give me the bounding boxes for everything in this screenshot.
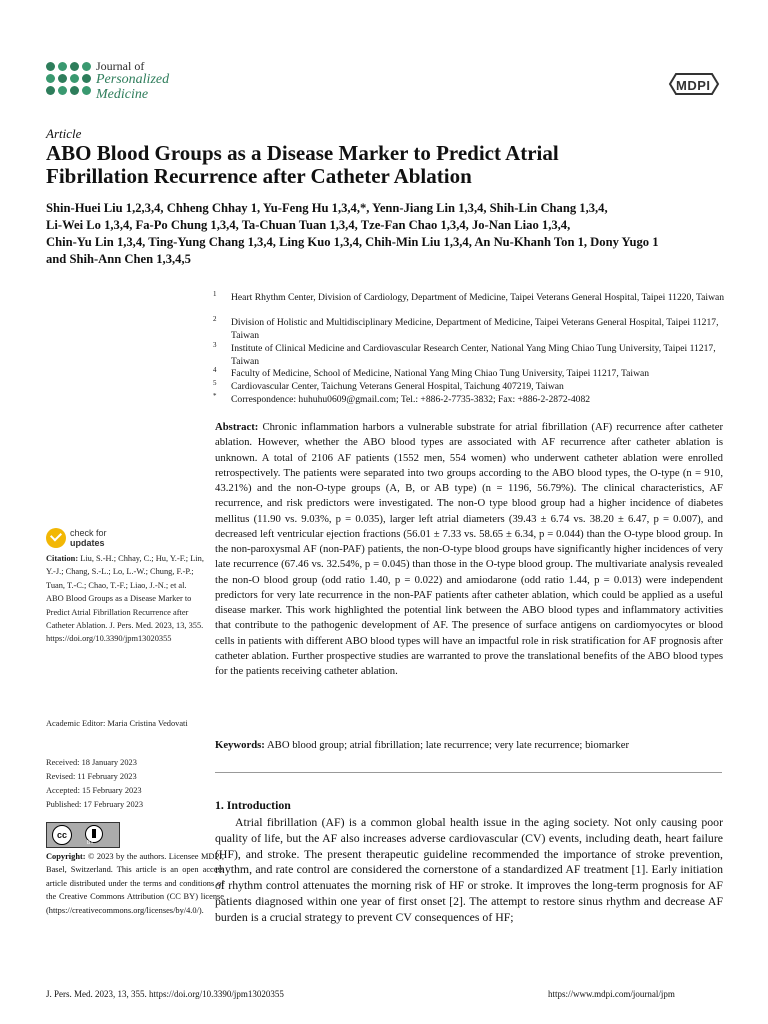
journal-name-line-2: Medicine xyxy=(96,87,149,102)
affiliation-text: Institute of Clinical Medicine and Cardiovascular Research Center, National Yang Ming Chiao Tung University, Taipei 11217, Taiwan xyxy=(231,343,716,367)
journal-url-link[interactable]: https://www.mdpi.com/journal/jpm xyxy=(548,989,675,999)
copyright-text: © 2023 by the authors. Licensee MDPI, Basel, Switzerland. This article is an open access article distributed under the terms and conditions of the Creative Commons Attribution (CC BY) license (https://creativecommons.org/licenses/by/4.0/). xyxy=(46,852,224,915)
academic-editor: Academic Editor: Maria Cristina Vedovati xyxy=(46,719,188,728)
introduction-paragraph: Atrial fibrillation (AF) is a common global health issue in the aging society. Not only causing poor quality of life, but the AF also increases adverse cardiovascular (CV) events, including death, heart failure (HF), and stroke. The present therapeutic guideline recommended the importance of stroke prevention, rhythm, and rate control are considered the cornerstone of a standardized AF treatment [1]. Early initiation of rhythm control attenuates the morning risk of HF or stroke. It improves the long-term prognosis for AF patients diagnosed within one year of first onset [2]. The attempt to restore sinus rhythm and decrease AF burden is a crucial strategy to prevent CV consequences of HF; xyxy=(215,815,723,924)
journal-logo xyxy=(46,62,92,102)
affiliation-text: Faculty of Medicine, School of Medicine, National Yang Ming Chiao Tung University, Taipei 11217, Taiwan xyxy=(231,368,650,379)
copyright xyxy=(46,850,224,917)
section-heading: 1. Introduction xyxy=(215,798,291,812)
citation-label: Citation: xyxy=(46,554,79,563)
revised-date: Revised: 11 February 2023 xyxy=(46,772,137,781)
cc-by-license-icon[interactable] xyxy=(46,822,120,848)
keywords-text: ABO blood group; atrial fibrillation; late recurrence; very late recurrence; biomarker xyxy=(266,739,629,751)
check-label-1: check for xyxy=(70,528,107,538)
author-line-4: and Shih-Ann Chen 1,3,4,5 xyxy=(46,252,191,266)
received-date: Received: 18 January 2023 xyxy=(46,758,137,767)
affiliation-number: * xyxy=(213,392,217,400)
published-date: Published: 17 February 2023 xyxy=(46,800,144,809)
copyright-label: Copyright: xyxy=(46,852,86,861)
check-for-updates-link[interactable] xyxy=(70,528,107,548)
affiliation-text: Division of Holistic and Multidisciplinary Medicine, Department of Medicine, Taipei Veterans General Hospital, Taipei 11217, Taiwan xyxy=(231,317,719,341)
journal-name-line-1: Personalized xyxy=(96,72,170,87)
citation xyxy=(46,552,204,646)
publisher-name: MDPI xyxy=(676,78,711,93)
correspondence xyxy=(213,393,728,406)
journal-prefix: Journal of xyxy=(96,59,145,73)
affiliation-number: 1 xyxy=(213,290,217,298)
citation-text: Liu, S.-H.; Chhay, C.; Hu, Y.-F.; Lin, Y.-J.; Chang, S.-L.; Lo, L.-W.; Chung, F.-P.; Tuan, T.-C.; Chao, T.-F.; Liao, J.-N.; et al. ABO Blood Groups as a Disease Marker to Predict Atrial Fibrillation Recurrence after Catheter Ablation. J. Pers. Med. 2023, 13, 355. https://doi.org/10.3390/jpm13020355 xyxy=(46,554,204,644)
affiliation-3 xyxy=(213,342,728,368)
author-line-3: Chin-Yu Lin 1,3,4, Ting-Yung Chang 1,3,4, Ling Kuo 1,3,4, Chih-Min Liu 1,3,4, An Nu-Khanh Ton 1, Dony Yugo 1 xyxy=(46,235,659,249)
affiliation-5 xyxy=(213,380,728,393)
check-updates-icon[interactable] xyxy=(46,528,66,548)
author-list xyxy=(46,200,736,268)
correspondence-text: Correspondence: huhuhu0609@gmail.com; Tel.: +886-2-7735-3832; Fax: +886-2-2872-4082 xyxy=(231,394,591,405)
title-line-1: ABO Blood Groups as a Disease Marker to Predict Atrial xyxy=(46,141,559,165)
author-line-2: Li-Wei Lo 1,3,4, Fa-Po Chung 1,3,4, Ta-Chuan Tuan 1,3,4, Tze-Fan Chao 1,3,4, Jo-Nan Liao 1,3,4, xyxy=(46,218,571,232)
cc-icon: cc xyxy=(52,825,72,845)
journal-name xyxy=(96,72,169,102)
article-title xyxy=(46,142,726,188)
abstract xyxy=(215,420,723,679)
cc-by-label: BY xyxy=(87,840,94,846)
affiliation-number: 5 xyxy=(213,379,217,387)
article-type: Article xyxy=(46,126,82,141)
keywords xyxy=(215,739,723,751)
abstract-label: Abstract: xyxy=(215,421,259,433)
affiliation-2 xyxy=(213,316,728,342)
affiliation-number: 2 xyxy=(213,315,217,323)
footer-citation: J. Pers. Med. 2023, 13, 355. https://doi.org/10.3390/jpm13020355 xyxy=(46,989,284,999)
abstract-text: Chronic inflammation harbors a vulnerable substrate for atrial fibrillation (AF) recurrence after catheter ablation. However, whether the ABO blood types are associated with AF recurrence after catheter ablation is unknown. A total of 2106 AF patients (1552 men, 554 women) who underwent catheter ablation were enrolled retrospectively. The patients were separated into two groups according to the ABO blood types, the O-type (n = 910, 43.21%) and the non-O-type groups (A, B, or AB type) (n = 1196, 56.79%). The clinical characteristics, AF recurrence, and risk predictors were investigated. The non-O type blood group had a higher incidence of diabetes mellitus (11.90 vs. 9.03%, p = 0.035), larger left atrial diameters (39.43 ± 6.74 vs. 38.20 ± 6.47, p = 0.007), and decreased left ventricular ejection fractions (56.01 ± 7.33 vs. 58.65 ± 6.34, p = 0.044) than the O-type blood group. In the non-paroxysmal AF (non-PAF) patients, the non-O-type blood groups have significantly higher incidences of very late recurrence (67.46 vs. 32.54%, p = 0.045) than those in the O-type blood group. The multivariate analysis revealed the non-O blood group (odd ratio 1.40, p = 0.022) and amiodarone (odd ratio 1.44, p = 0.013) were independent predictors for very late recurrence in the non-PAF patients after catheter ablation, which could be applied as a useful disease marker. This work highlighted the potential link between the ABO blood types and inflammatory activities that contribute to the pathogenic development of AF. The presence of surface antigens on cardiomyocytes or blood cells in patients with different ABO blood types will have an impactful role in risk stratification for AF prognosis after catheter ablation. Further prospective studies are warranted to prove the translational benefits of the ABO blood types for the patients receiving catheter ablation. xyxy=(215,421,724,677)
check-label-2: updates xyxy=(70,538,105,548)
title-line-2: Fibrillation Recurrence after Catheter Ablation xyxy=(46,164,472,188)
affiliation-text: Heart Rhythm Center, Division of Cardiology, Department of Medicine, Taipei Veterans General Hospital, Taipei 11220, Taiwan xyxy=(231,292,725,303)
divider xyxy=(215,772,722,773)
keywords-label: Keywords: xyxy=(215,739,265,751)
author-line-1: Shin-Huei Liu 1,2,3,4, Chheng Chhay 1, Yu-Feng Hu 1,3,4,*, Yenn-Jiang Lin 1,3,4, Shih-Lin Chang 1,3,4, xyxy=(46,201,608,215)
affiliation-1 xyxy=(213,291,728,304)
affiliation-text: Cardiovascular Center, Taichung Veterans General Hospital, Taichung 407219, Taiwan xyxy=(231,381,564,392)
affiliation-number: 3 xyxy=(213,341,217,349)
accepted-date: Accepted: 15 February 2023 xyxy=(46,786,142,795)
affiliation-4 xyxy=(213,367,728,380)
affiliation-number: 4 xyxy=(213,366,217,374)
